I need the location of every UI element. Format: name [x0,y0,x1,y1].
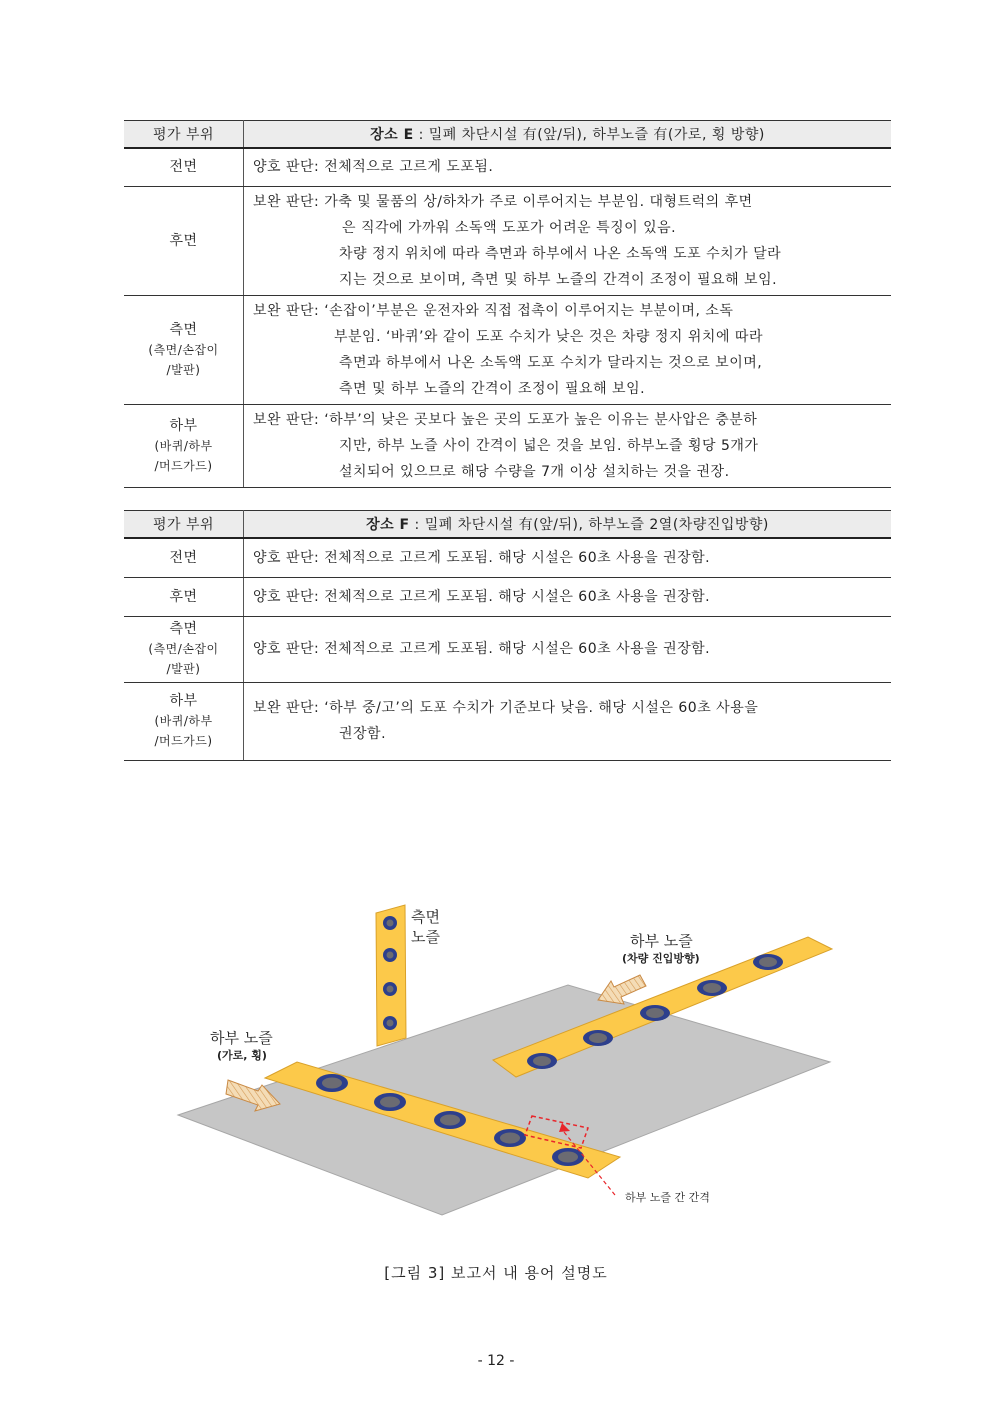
side-label-1: 측면 [411,908,440,926]
part-cell [124,404,244,487]
part-label: 하부 [169,693,198,709]
place-desc: : 밀폐 차단시설 有(앞/뒤), 하부노즐 有(가로, 횡 방향) [413,127,765,143]
header-place [244,121,892,149]
desc-cell [244,148,892,186]
desc-line: 측면과 하부에서 나온 소독액 도포 수치가 달라지는 것으로 보이며, [339,354,763,371]
part-sub: /머드가드) [154,734,213,748]
place-name: 장소 E [370,127,414,143]
page-number: - 12 - [477,1353,515,1369]
desc-line: 설치되어 있으므로 해당 수량을 7개 이상 설치하는 것을 권장. [339,463,730,480]
table-row [124,538,891,577]
part-sub: (바퀴/하부 [154,714,213,728]
table-header [124,121,891,149]
desc-cell [244,295,892,404]
desc-line: 양호 판단: 전체적으로 고르게 도포됨. 해당 시설은 60초 사용을 권장함. [253,549,711,566]
figure-caption: [그림 3] 보고서 내 용어 설명도 [384,1264,608,1282]
table-place-e [124,120,891,488]
nozzle [434,1111,466,1129]
side-label-2: 노즐 [411,928,440,946]
nozzle [753,954,783,970]
nozzle [383,1016,397,1030]
part-cell: 전면 [124,538,244,577]
desc-cell [244,682,892,760]
table-row [124,404,891,487]
part-cell [124,295,244,404]
header-part: 평가 부위 [124,511,244,539]
part-cell: 후면 [124,186,244,295]
desc-line: 지만, 하부 노즐 사이 간격이 넓은 것을 보임. 하부노즐 횡당 5개가 [339,437,759,454]
nozzle [383,948,397,962]
desc-cell [244,404,892,487]
part-label: 측면 [169,621,198,637]
gap-label: 하부 노즐 간 간격 [625,1191,710,1204]
nozzle [383,982,397,996]
place-name: 장소 F [366,517,410,533]
desc-line: 은 직각에 가까워 소독액 도포가 어려운 특징이 있음. [342,219,677,236]
table-row [124,148,891,186]
nozzle [374,1093,406,1111]
desc-cell [244,538,892,577]
nozzle [316,1074,348,1092]
desc-cell [244,577,892,616]
nozzle [494,1129,526,1147]
nozzle [640,1005,670,1021]
desc-line: 양호 판단: 전체적으로 고르게 도포됨. 해당 시설은 60초 사용을 권장함. [253,588,711,605]
table-row [124,682,891,760]
table-header [124,511,891,539]
part-label: 하부 [169,417,198,434]
right-nozzle-sub: (차량 진입방향) [622,952,700,965]
part-cell: 후면 [124,577,244,616]
right-arrow-icon [598,975,646,1004]
nozzle [527,1053,557,1069]
desc-line: 권장함. [339,726,387,742]
part-cell: 전면 [124,148,244,186]
desc-cell [244,616,892,682]
desc-line: 측면 및 하부 노즐의 간격이 조정이 필요해 보임. [339,380,646,397]
part-cell [124,682,244,760]
side-nozzle-strip [376,905,406,1046]
nozzle [697,980,727,996]
desc-line: 보완 판단: ‘손잡이’부분은 운전자와 직접 접촉이 이루어지는 부분이며, 소독 [253,302,734,319]
part-sub: (측면/손잡이 [148,342,219,357]
table-row [124,295,891,404]
desc-line: 보완 판단: 가축 및 물품의 상/하차가 주로 이루어지는 부분임. 대형트럭의 후면 [253,193,753,210]
desc-line: 차량 정지 위치에 따라 측면과 하부에서 나온 소독액 도포 수치가 달라 [339,245,782,262]
desc-line: 지는 것으로 보이며, 측면 및 하부 노즐의 간격이 조정이 필요해 보임. [339,271,778,288]
desc-line: 양호 판단: 전체적으로 고르게 도포됨. 해당 시설은 60초 사용을 권장함. [253,641,711,657]
part-sub: /발판) [166,662,201,676]
nozzle-diagram [160,895,850,1225]
part-sub: (바퀴/하부 [154,438,213,453]
part-sub: /머드가드) [154,458,213,473]
nozzle [583,1030,613,1046]
left-nozzle-label: 하부 노즐 [210,1029,273,1047]
table-place-f [124,510,891,761]
desc-line: 양호 판단: 전체적으로 고르게 도포됨. [253,159,494,176]
header-part: 평가 부위 [124,121,244,149]
header-place [244,511,892,539]
table-row [124,577,891,616]
part-sub: (측면/손잡이 [148,642,219,656]
part-cell [124,616,244,682]
place-desc: : 밀폐 차단시설 有(앞/뒤), 하부노즐 2열(차량진입방향) [409,517,769,533]
part-sub: /발판) [166,362,201,377]
desc-line: 보완 판단: ‘하부 중/고’의 도포 수치가 기준보다 낮음. 해당 시설은 60초 사용을 [253,700,759,716]
right-nozzle-label: 하부 노즐 [630,932,693,950]
part-label: 측면 [169,321,198,338]
left-nozzle-sub: (가로, 횡) [217,1049,267,1062]
nozzle [383,916,397,930]
desc-cell [244,186,892,295]
table-row [124,186,891,295]
desc-line: 보완 판단: ‘하부’의 낮은 곳보다 높은 곳의 도포가 높은 이유는 분사압은 충분하 [253,411,758,428]
table-row [124,616,891,682]
desc-line: 부분임. ‘바퀴’와 같이 도포 수치가 낮은 것은 차량 정지 위치에 따라 [334,328,763,345]
